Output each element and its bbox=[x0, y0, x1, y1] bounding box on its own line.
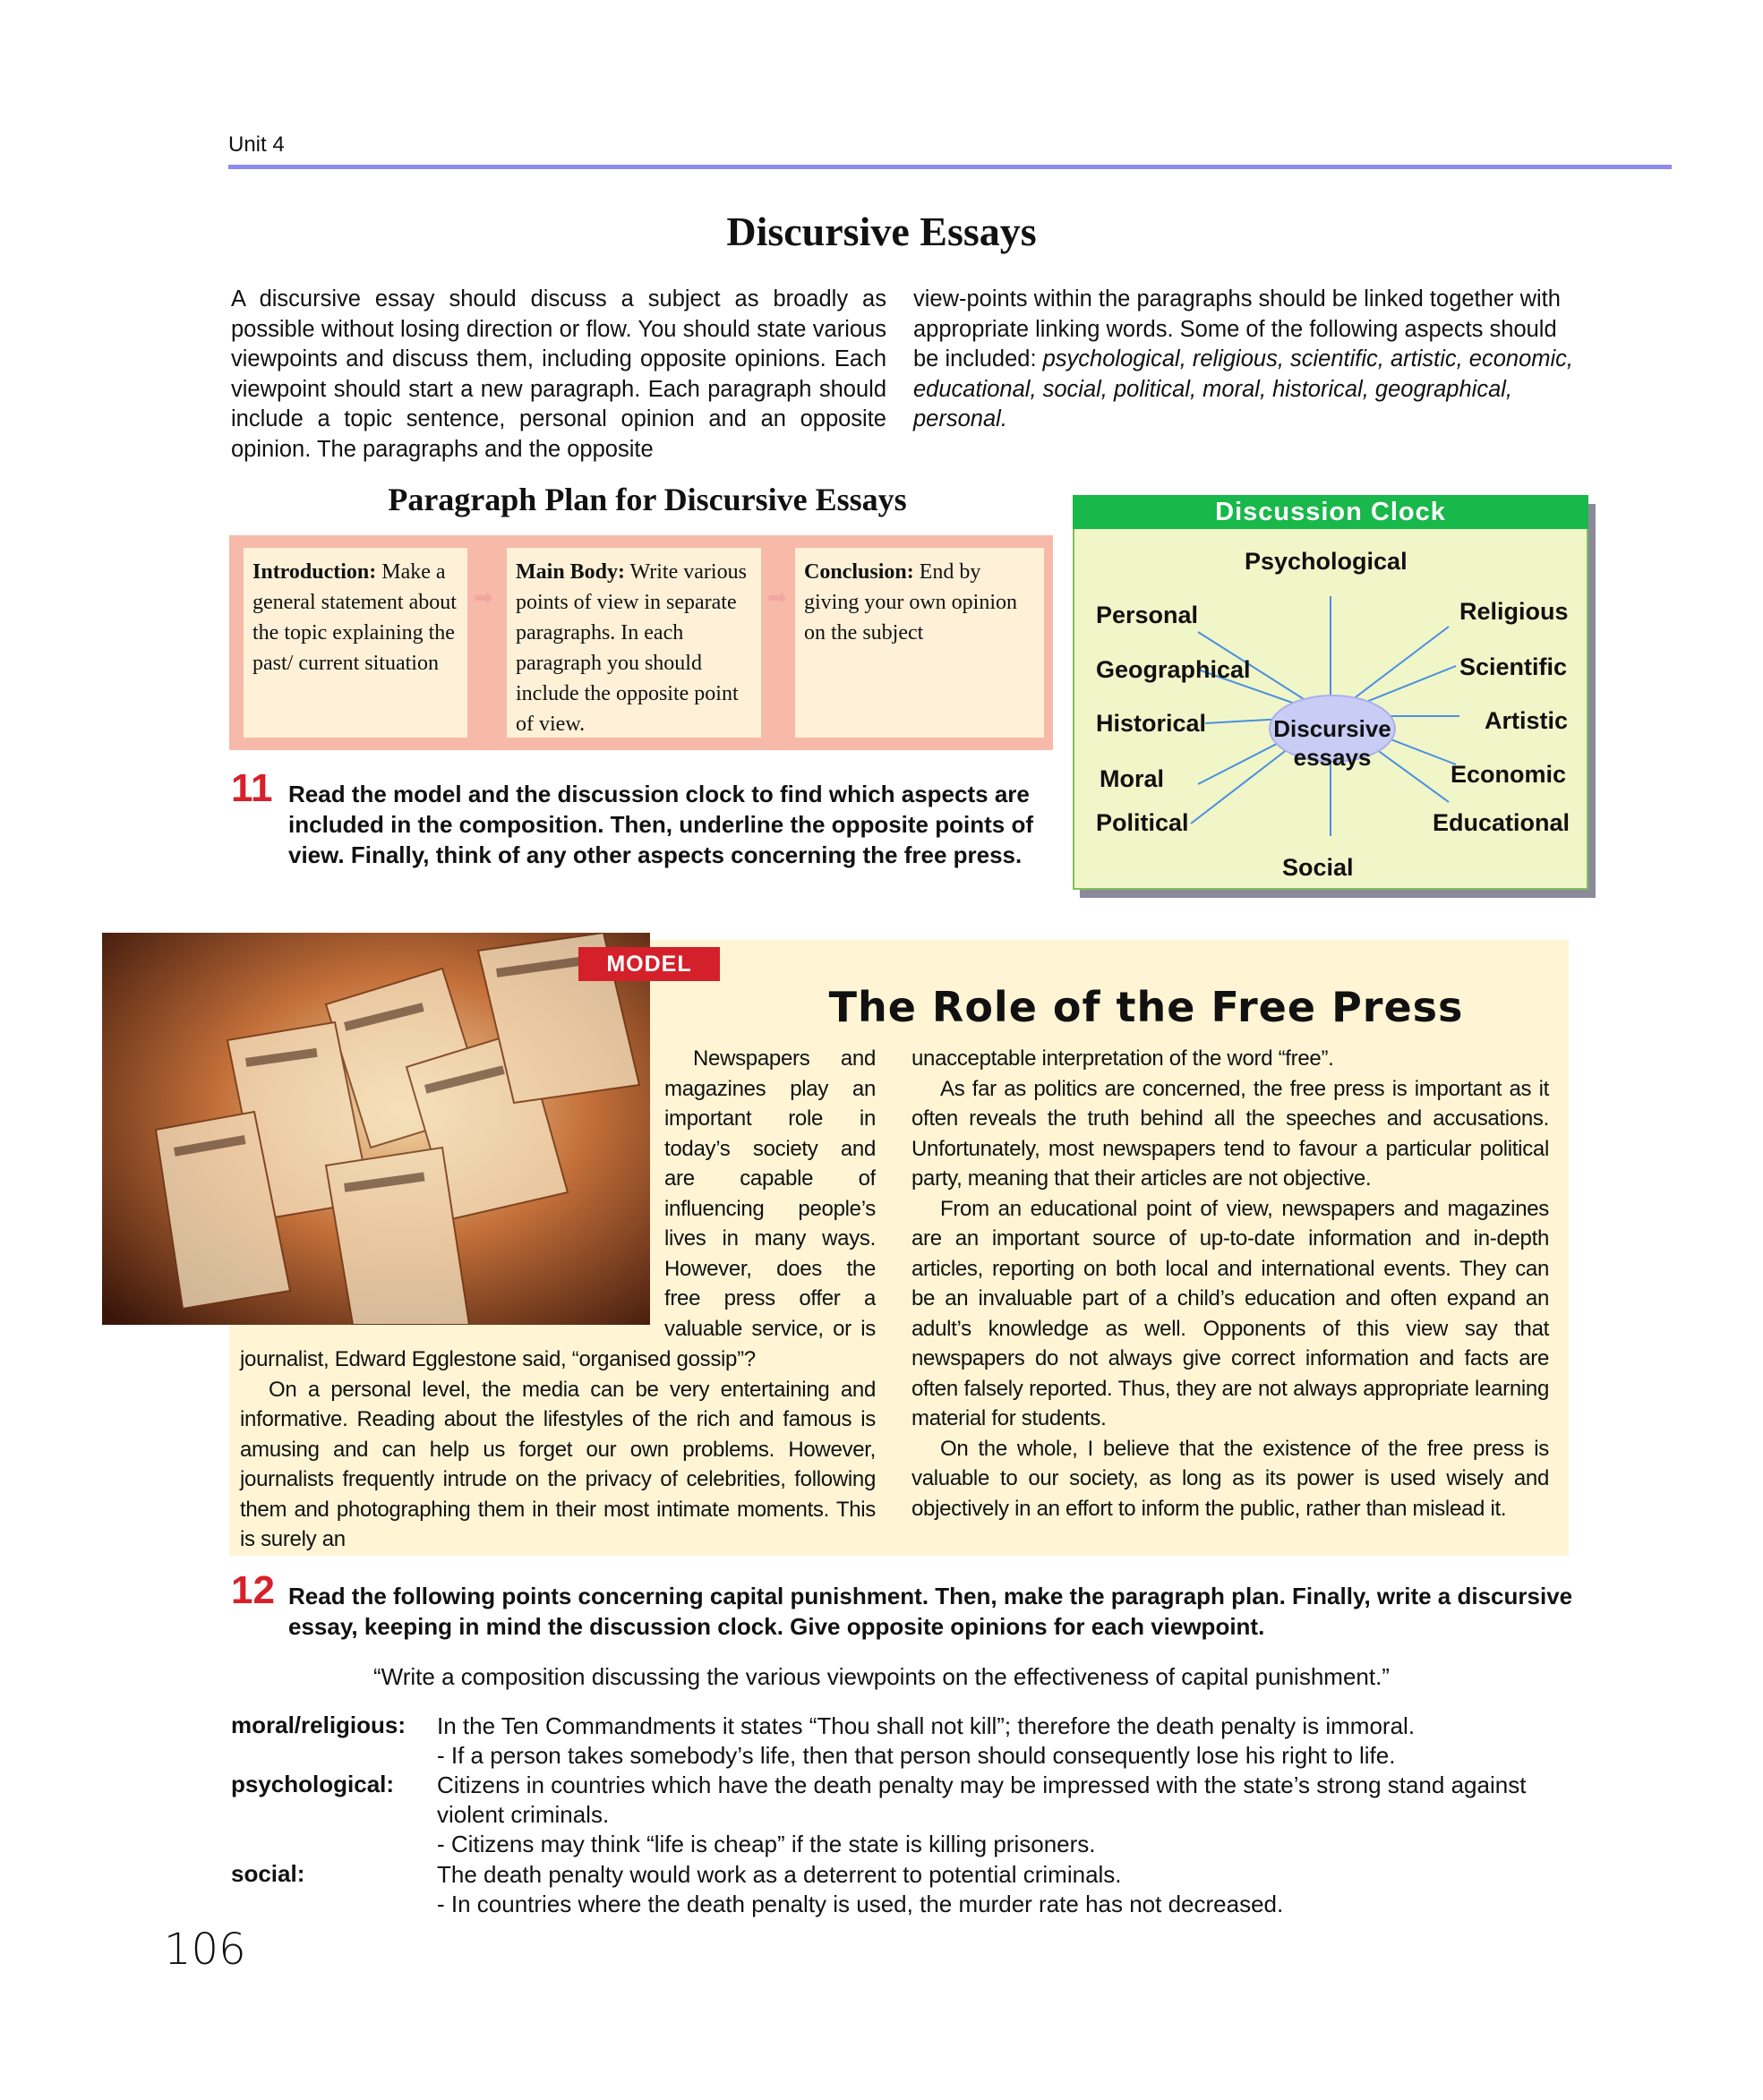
aspect-artistic: Artistic bbox=[1485, 707, 1569, 734]
point-label-psychological: psychological: bbox=[231, 1771, 395, 1797]
point-psychological-main: Citizens in countries which have the death penalty may be impressed with the state’s strong stand against violent criminals. bbox=[437, 1771, 1527, 1828]
model-paragraph-1: Newspapers and magazines play an important role in today’s society and are capable of influencing people’s lives in many ways. However, does the free press offer a valuable service, or is bbox=[664, 1046, 876, 1341]
point-psychological-opposite: - Citizens may think “life is cheap” if the state is killing prisoners. bbox=[437, 1831, 1096, 1857]
intro-right-text: view-points within the paragraphs should be linked together with appropriate linking words. Some of the following aspects should be included: bbox=[913, 286, 1561, 371]
clock-center-label: Discursive essays bbox=[1273, 715, 1391, 771]
exercise-12-instructions: Read the following points concerning capital punishment. Then, make the paragraph plan. Finally, write a discursive essay, keeping in mind the discussion clock. Give opposite opinions for each viewpoint. bbox=[288, 1583, 1573, 1640]
plan-conclusion bbox=[795, 548, 1044, 738]
exercise-11-number: 11 bbox=[231, 766, 273, 810]
plan-arrow-icon: ➡ bbox=[767, 584, 787, 610]
point-social-main: The death penalty would work as a deterrent to potential criminals. bbox=[437, 1861, 1122, 1888]
model-title: The Role of the Free Press bbox=[828, 983, 1464, 1031]
point-psychological bbox=[437, 1771, 1592, 1859]
point-moral-opposite: - If a person takes somebody’s life, then that person should consequently lose his right to life. bbox=[437, 1742, 1396, 1769]
point-moral-main: In the Ten Commandments it states “Thou shall not kill”; therefore the death penalty is immoral. bbox=[437, 1712, 1416, 1739]
model-paragraph-2: On a personal level, the media can be very entertaining and informative. Reading about the lifestyles of the rich and famous is amusing and can help us forget our own problems. However, journalists frequently intrude on the privacy of celebrities, following them and photographing them in their most intimate moments. This is surely an bbox=[240, 1377, 876, 1551]
point-moral bbox=[437, 1712, 1592, 1771]
model-paragraph-2-end: unacceptable interpretation of the word “free”. bbox=[911, 1046, 1334, 1071]
aspect-social: Social bbox=[1282, 854, 1354, 881]
page-title: Discursive Essays bbox=[726, 209, 1037, 254]
intro-right-column bbox=[913, 285, 1579, 435]
discussion-clock-title: Discussion Clock bbox=[1073, 495, 1588, 529]
plan-conclusion-label: Conclusion: bbox=[804, 560, 914, 584]
model-right-column bbox=[911, 1044, 1549, 1524]
point-social bbox=[437, 1860, 1592, 1919]
paragraph-plan-title: Paragraph Plan for Discursive Essays bbox=[388, 482, 907, 517]
plan-main-body bbox=[507, 548, 761, 738]
header-rule bbox=[228, 165, 1672, 169]
plan-main-body-text: Write various points of view in separate paragraphs. In each paragraph you should include the opposite point of view. bbox=[516, 560, 747, 736]
intro-left-column: A discursive essay should discuss a subject as broadly as possible without losing direction or flow. You should state various viewpoints and discuss them, including opposite opinions. Each viewpoint should start a new paragraph. Each paragraph should include a topic sentence, personal opinion and an opposite opinion. The paragraphs and the opposite bbox=[231, 286, 886, 462]
model-paragraph-1-end: journalist, Edward Egglestone said, “organised gossip”? bbox=[240, 1347, 756, 1371]
model-paragraph-4: From an educational point of view, newspapers and magazines are an important source of up-to-date information and in-depth articles, reporting on both local and international events. They can be an invaluable part of a child’s education and often expand an adult’s knowledge as well. Opponents of this view say that newspapers do not always give correct information and facts are often falsely reported. Thus, they are not always appropriate learning material for students. bbox=[911, 1196, 1549, 1430]
model-tag: MODEL bbox=[578, 947, 720, 981]
model-intro-text bbox=[664, 1044, 876, 1344]
aspect-historical: Historical bbox=[1096, 710, 1207, 737]
newspapers-photo bbox=[102, 933, 650, 1325]
plan-conclusion-text: End by giving your own opinion on the subject bbox=[804, 560, 1017, 645]
plan-arrow-icon: ➡ bbox=[474, 584, 493, 610]
aspect-personal: Personal bbox=[1096, 602, 1199, 628]
model-paragraph-5: On the whole, I believe that the existence of the free press is valuable to our society, as long as its power is used wisely and objectively in an effort to inform the public, rather than mislead it. bbox=[911, 1436, 1549, 1521]
point-label-social: social: bbox=[231, 1860, 305, 1887]
aspect-religious: Religious bbox=[1459, 598, 1569, 625]
aspect-educational: Educational bbox=[1433, 809, 1570, 836]
point-social-opposite: - In countries where the death penalty is used, the murder rate has not decreased. bbox=[437, 1891, 1284, 1917]
essay-prompt: “Write a composition discussing the various viewpoints on the effectiveness of capital punishment.” bbox=[373, 1663, 1390, 1690]
aspect-political: Political bbox=[1096, 809, 1189, 836]
aspect-psychological: Psychological bbox=[1245, 548, 1408, 575]
intro-aspects-list: psychological, religious, scientific, artistic, economic, educational, social, political, moral, historical, geographical, personal. bbox=[913, 346, 1574, 431]
aspect-economic: Economic bbox=[1451, 761, 1567, 788]
plan-main-body-label: Main Body: bbox=[516, 560, 626, 584]
page-number: 106 bbox=[164, 1925, 246, 1975]
plan-introduction-label: Introduction: bbox=[252, 560, 377, 584]
plan-introduction bbox=[244, 548, 467, 738]
exercise-11-instructions: Read the model and the discussion clock to find which aspects are included in the composition. Then, underline the opposite points of view. Finally, think of any other aspects concerning the free press. bbox=[288, 781, 1033, 868]
unit-label: Unit 4 bbox=[228, 132, 285, 157]
model-paragraph-3: As far as politics are concerned, the free press is important as it often reveals the truth behind all the speeches and accusations. Unfortunately, most newspapers tend to favour a particular political party, meaning that their articles are not objective. bbox=[911, 1076, 1549, 1191]
plan-introduction-text: Make a general statement about the topic explaining the past/ current situation bbox=[252, 560, 457, 675]
exercise-12-number: 12 bbox=[231, 1568, 275, 1612]
aspect-moral: Moral bbox=[1100, 765, 1165, 792]
aspect-geographical: Geographical bbox=[1096, 656, 1251, 683]
model-left-column bbox=[240, 1345, 876, 1555]
point-label-moral: moral/religious: bbox=[231, 1712, 407, 1738]
aspect-scientific: Scientific bbox=[1459, 653, 1568, 680]
